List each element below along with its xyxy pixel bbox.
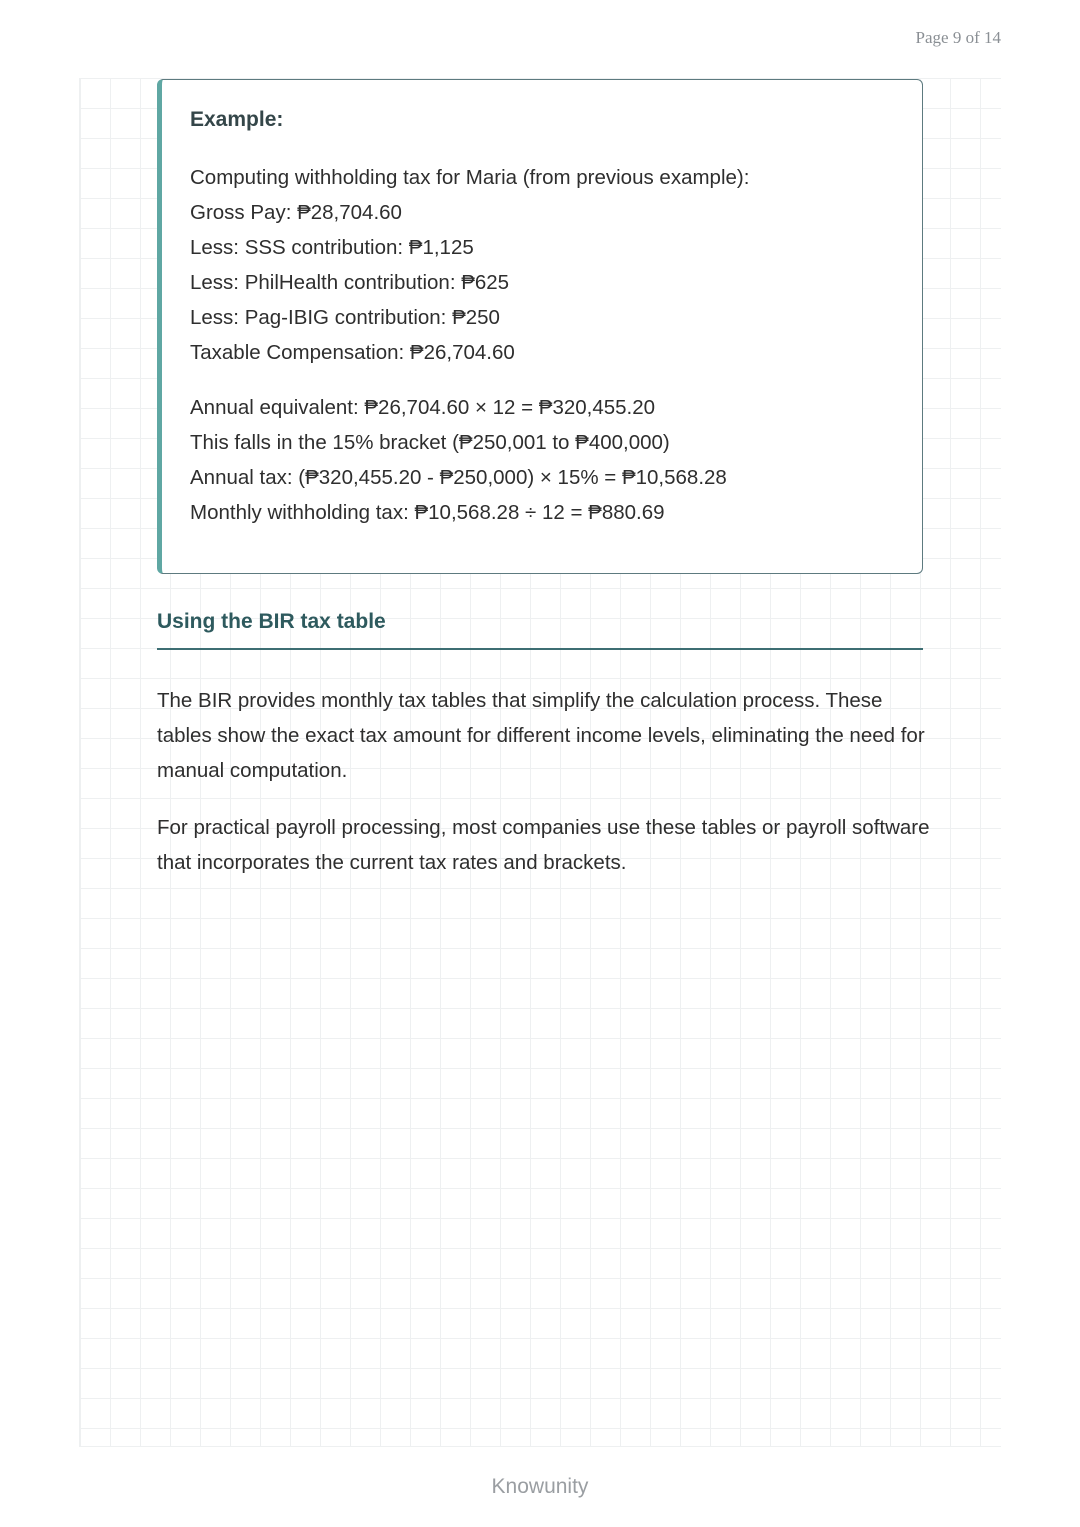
heading-divider (157, 648, 923, 650)
example-lines (190, 160, 749, 370)
footer-brand: Knowunity (491, 1475, 589, 1498)
example-line: Gross Pay: ₱28,704.60 (190, 201, 402, 224)
example-line: Computing withholding tax for Maria (from previous example): (190, 166, 750, 189)
example-line: Less: PhilHealth contribution: ₱625 (190, 271, 510, 294)
section-heading: Using the BIR tax table (157, 610, 386, 633)
example-line: Less: SSS contribution: ₱1,125 (190, 236, 474, 259)
example-title: Example: (190, 108, 284, 131)
computation-line: Annual tax: (₱320,455.20 - ₱250,000) × 15% = ₱10,568.28 (190, 466, 727, 489)
example-box (157, 79, 923, 574)
paragraph: For practical payroll processing, most companies use these tables or payroll software that incorporates the current tax rates and brackets. (157, 816, 930, 874)
paragraph: The BIR provides monthly tax tables that simplify the calculation process. These tables show the exact tax amount for different income levels, eliminating the need for manual computation. (157, 689, 925, 782)
example-line: Less: Pag-IBIG contribution: ₱250 (190, 306, 500, 329)
computation-line: Annual equivalent: ₱26,704.60 × 12 = ₱320,455.20 (190, 396, 656, 419)
page-number: Page 9 of 14 (915, 28, 1001, 47)
computation-line: Monthly withholding tax: ₱10,568.28 ÷ 12 = ₱880.69 (190, 501, 665, 524)
example-computation-lines (190, 390, 727, 530)
example-line: Taxable Compensation: ₱26,704.60 (190, 341, 515, 364)
computation-line: This falls in the 15% bracket (₱250,001 to ₱400,000) (190, 431, 670, 454)
